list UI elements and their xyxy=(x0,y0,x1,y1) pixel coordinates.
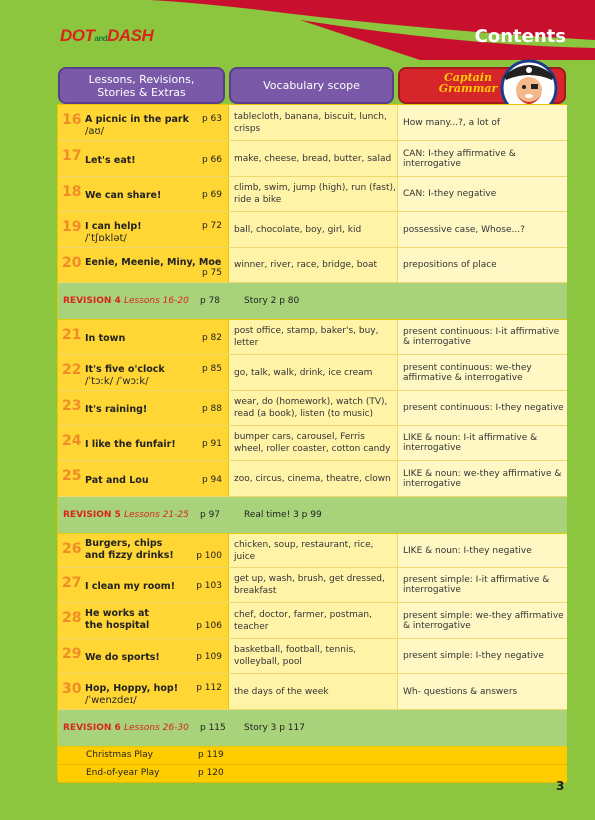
vocab-cell: the days of the week xyxy=(229,674,398,709)
table-row xyxy=(58,461,567,497)
vocab-cell: basketball, football, tennis, volleyball, pool xyxy=(229,639,398,673)
phonetic: /ˈwenzdeɪ/ xyxy=(85,695,137,706)
grammar-cell: present simple: I-it affirmative & interrogative xyxy=(398,568,567,602)
table-row xyxy=(58,212,567,248)
extra-row xyxy=(58,765,567,783)
table-row xyxy=(58,248,567,283)
revision-lessons: Lessons 16-20 xyxy=(123,296,189,306)
vocab-cell: climb, swim, jump (high), run (fast), ride a bike xyxy=(229,177,398,211)
phonetic: /aʊ/ xyxy=(85,126,105,137)
lesson-title: He works at the hospital xyxy=(85,608,150,631)
grammar-cell: CAN: I-they affirmative & interrogative xyxy=(398,141,567,176)
lesson-number: 16 xyxy=(62,112,82,128)
revision-page: p 97 xyxy=(200,510,221,520)
revision-label: REVISION 5 xyxy=(63,510,121,520)
grammar-cell: prepositions of place xyxy=(398,248,567,282)
lesson-number: 28 xyxy=(62,610,82,626)
dot-and-dash-logo: DOTandDASH xyxy=(60,26,154,45)
lesson-title: I can help! xyxy=(85,221,142,232)
page-title: Contents xyxy=(474,26,566,47)
table-row xyxy=(58,391,567,426)
vocab-cell: zoo, circus, cinema, theatre, clown xyxy=(229,461,398,496)
lesson-title: We do sports! xyxy=(85,652,160,663)
grammar-cell: present continuous: I-they negative xyxy=(398,391,567,425)
lesson-page: p 85 xyxy=(201,364,222,374)
lesson-title: It's five o'clock xyxy=(85,364,165,375)
table-row xyxy=(58,141,567,177)
grammar-cell: present simple: we-they affirmative & interrogative xyxy=(398,603,567,638)
lesson-number: 24 xyxy=(62,433,82,449)
revision-page: p 78 xyxy=(200,296,221,306)
revision-page: p 115 xyxy=(200,723,226,733)
contents-table xyxy=(57,104,566,780)
extra-page: p 120 xyxy=(198,768,224,778)
vocab-cell: tablecloth, banana, biscuit, lunch, crisps xyxy=(229,105,398,140)
extra-row xyxy=(58,747,567,765)
vocab-cell: ball, chocolate, boy, girl, kid xyxy=(229,212,398,247)
lesson-title: Eenie, Meenie, Miny, Moe xyxy=(85,257,222,268)
story-ref: Story 3 p 117 xyxy=(244,723,305,733)
lesson-page: p 91 xyxy=(201,439,222,449)
lesson-number: 19 xyxy=(62,219,82,235)
vocab-cell: wear, do (homework), watch (TV), read (a book), listen (to music) xyxy=(229,391,398,425)
lesson-number: 21 xyxy=(62,327,82,343)
extra-label: Christmas Play xyxy=(86,750,154,760)
grammar-cell: present continuous: we-they affirmative & interrogative xyxy=(398,355,567,390)
lesson-title: In town xyxy=(85,333,126,344)
table-row xyxy=(58,568,567,603)
lesson-number: 18 xyxy=(62,184,82,200)
vocab-cell: go, talk, walk, drink, ice cream xyxy=(229,355,398,390)
table-row xyxy=(58,355,567,391)
vocab-cell: make, cheese, bread, butter, salad xyxy=(229,141,398,176)
vocab-cell: chef, doctor, farmer, postman, teacher xyxy=(229,603,398,638)
lesson-number: 26 xyxy=(62,541,82,557)
phonetic: /ˈtɔːk/ /ˈwɔːk/ xyxy=(85,376,149,387)
lesson-number: 22 xyxy=(62,362,82,378)
table-row xyxy=(58,603,567,639)
lesson-page: p 88 xyxy=(201,404,222,414)
table-row xyxy=(58,534,567,568)
lesson-page: p 69 xyxy=(201,190,222,200)
grammar-cell: CAN: I-they negative xyxy=(398,177,567,211)
story-ref: Story 2 p 80 xyxy=(244,296,300,306)
lesson-title: Burgers, chips and fizzy drinks! xyxy=(85,538,174,561)
header-vocabulary: Vocabulary scope xyxy=(229,67,394,104)
lesson-page: p 72 xyxy=(201,221,222,231)
grammar-cell: LIKE & noun: I-they negative xyxy=(398,534,567,567)
lesson-page: p 109 xyxy=(196,652,222,662)
table-row xyxy=(58,105,567,141)
table-row xyxy=(58,320,567,355)
grammar-cell: possessive case, Whose...? xyxy=(398,212,567,247)
table-row xyxy=(58,639,567,674)
lesson-page: p 82 xyxy=(201,333,222,343)
lesson-number: 30 xyxy=(62,681,82,697)
grammar-cell: present simple: I-they negative xyxy=(398,639,567,673)
vocab-cell: get up, wash, brush, get dressed, breakfast xyxy=(229,568,398,602)
table-row xyxy=(58,426,567,461)
page-number: 3 xyxy=(556,779,565,793)
captain-grammar-logo: Captain Grammar xyxy=(438,71,498,95)
lesson-number: 25 xyxy=(62,468,82,484)
lesson-title: It's raining! xyxy=(85,404,148,415)
grammar-cell: present continuous: I-it affirmative & interrogative xyxy=(398,320,567,354)
vocab-cell: chicken, soup, restaurant, rice, juice xyxy=(229,534,398,567)
lesson-number: 27 xyxy=(62,575,82,591)
header-lessons: Lessons, Revisions, Stories & Extras xyxy=(58,67,225,104)
lesson-title: We can share! xyxy=(85,190,162,201)
grammar-cell: LIKE & noun: we-they affirmative & interrogative xyxy=(398,461,567,496)
lesson-number: 17 xyxy=(62,148,82,164)
lesson-title: I like the funfair! xyxy=(85,439,176,450)
story-ref: Real time! 3 p 99 xyxy=(244,510,322,520)
revision-lessons: Lessons 21-25 xyxy=(123,510,189,520)
lesson-page: p 66 xyxy=(201,155,222,165)
revision-label: REVISION 6 xyxy=(63,723,121,733)
lesson-page: p 75 xyxy=(201,268,222,278)
column-headers xyxy=(58,67,566,104)
revision-label: REVISION 4 xyxy=(63,296,121,306)
lesson-page: p 103 xyxy=(196,581,222,591)
lesson-title: Hop, Hoppy, hop! xyxy=(85,683,179,694)
vocab-cell: bumper cars, carousel, Ferris wheel, roller coaster, cotton candy xyxy=(229,426,398,460)
lesson-number: 20 xyxy=(62,255,82,271)
extra-page: p 119 xyxy=(198,750,224,760)
revision-row xyxy=(58,283,567,320)
lesson-page: p 100 xyxy=(196,551,222,561)
lesson-title: Let's eat! xyxy=(85,155,136,166)
lesson-page: p 112 xyxy=(196,683,222,693)
table-row xyxy=(58,674,567,710)
grammar-cell: LIKE & noun: I-it affirmative & interrogative xyxy=(398,426,567,460)
lesson-number: 29 xyxy=(62,646,82,662)
phonetic: /ˈtʃɒklət/ xyxy=(85,233,127,244)
lesson-title: Pat and Lou xyxy=(85,475,149,486)
grammar-cell: Wh- questions & answers xyxy=(398,674,567,709)
lesson-number: 23 xyxy=(62,398,82,414)
table-row xyxy=(58,177,567,212)
lesson-title: I clean my room! xyxy=(85,581,176,592)
lesson-page: p 106 xyxy=(196,621,222,631)
vocab-cell: winner, river, race, bridge, boat xyxy=(229,248,398,282)
grammar-cell: How many...?, a lot of xyxy=(398,105,567,140)
lesson-title: A picnic in the park xyxy=(85,114,189,125)
vocab-cell: post office, stamp, baker's, buy, letter xyxy=(229,320,398,354)
revision-row xyxy=(58,710,567,747)
revision-row xyxy=(58,497,567,534)
extra-label: End-of-year Play xyxy=(86,768,160,778)
revision-lessons: Lessons 26-30 xyxy=(123,723,189,733)
lesson-page: p 63 xyxy=(201,114,222,124)
lesson-page: p 94 xyxy=(201,475,222,485)
